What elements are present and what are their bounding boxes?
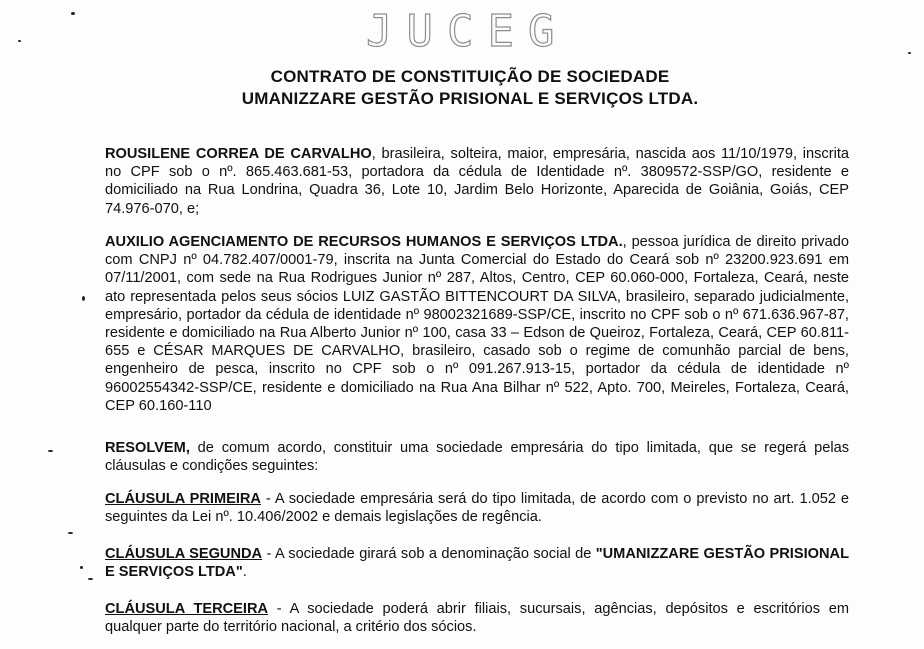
party-1-name: ROUSILENE CORREA DE CARVALHO (105, 146, 372, 162)
clause-3-paragraph (105, 600, 849, 636)
scan-speck (80, 566, 83, 569)
scan-speck (71, 12, 75, 15)
scan-speck (68, 532, 73, 534)
clause-2-label: CLÁUSULA SEGUNDA (105, 546, 263, 562)
clause-2-paragraph (105, 545, 849, 581)
scan-speck (82, 296, 85, 301)
clause-2-company-name: "UMANIZZARE GESTÃO PRISIONAL E SERVIÇOS LTDA" (105, 546, 849, 581)
clause-2-text: - A sociedade girará sob a denominação social de (262, 546, 596, 562)
juceg-stamp: JUCEG (366, 6, 569, 57)
party-2-text: , pessoa jurídica de direito privado com CNPJ nº 04.782.407/0001-79, inscrita na Junta Comercial do Estado do Ceará sob nº 23200.923.691 em 07/11/2001, com sede na Rua Rodrigues Junior nº 287, Altos, Centro, CEP 60.060-000, Fortaleza, Ceará, neste ato representada pelos seus sócios LUIZ GASTÃO BITTENCOURT DA SILVA, brasileiro, separado judicialmente, empresário, portador da cédula de identidade nº 98002321689-SSP/CE, inscrito no CPF sob o nº 671.636.967-87, residente e domiciliado na Rua Alberto Junior nº 100, casa 33 – Edson de Queiroz, Fortaleza, Ceará, CEP 60.811-655 e CÉSAR MARQUES DE CARVALHO, brasileiro, casado sob o regime de comunhão parcial de bens, engenheiro de pesca, inscrito no CPF sob o nº 091.267.913-15, portador da cédula de identidade nº 96002554342-SSP/CE, residente e domiciliado na Rua Ana Bilhar nº 522, Apto. 700, Meireles, Fortaleza, Ceará, CEP 60.160-110 (105, 234, 850, 414)
scan-speck (18, 40, 21, 42)
resolvem-text: de comum acordo, constituir uma sociedade empresária do tipo limitada, que se regerá pelas cláusulas e condições seguintes: (105, 440, 849, 475)
scan-speck (48, 450, 53, 452)
contract-title: CONTRATO DE CONSTITUIÇÃO DE SOCIEDADE (270, 67, 670, 86)
party-1-text: , brasileira, solteira, maior, empresária, nascida aos 11/10/1979, inscrita no CPF sob o nº. 865.463.681-53, portadora da cédula de Identidade nº. 3809572-SSP/GO, residente e domiciliado na Rua Londrina, Quadra 36, Lote 10, Jardim Belo Horizonte, Aparecida de Goiânia, Goiás, CEP 74.976-070, e; (105, 146, 850, 217)
company-title: UMANIZZARE GESTÃO PRISIONAL E SERVIÇOS LTDA. (241, 89, 699, 108)
party-2-name: AUXILIO AGENCIAMENTO DE RECURSOS HUMANOS E SERVIÇOS LTDA. (105, 234, 623, 250)
clause-1-label: CLÁUSULA PRIMEIRA (105, 491, 261, 507)
clause-1-text: - A sociedade empresária será do tipo limitada, de acordo com o previsto no art. 1.052 e seguintes da Lei nº. 10.406/2002 e demais legislações de regência. (105, 491, 850, 526)
resolvem-label: RESOLVEM, (105, 440, 190, 456)
party-1-paragraph (105, 145, 849, 218)
resolvem-paragraph (105, 439, 849, 475)
clause-2-end: . (242, 564, 247, 581)
clause-3-text: - A sociedade poderá abrir filiais, sucursais, agências, depósitos e escritórios em qualquer parte do território nacional, a critério dos sócios. (105, 601, 849, 636)
scan-speck (908, 52, 911, 54)
clause-3-label: CLÁUSULA TERCEIRA (105, 601, 269, 617)
clause-1-paragraph (105, 490, 849, 526)
scan-speck (88, 578, 93, 580)
party-2-paragraph (105, 233, 849, 415)
